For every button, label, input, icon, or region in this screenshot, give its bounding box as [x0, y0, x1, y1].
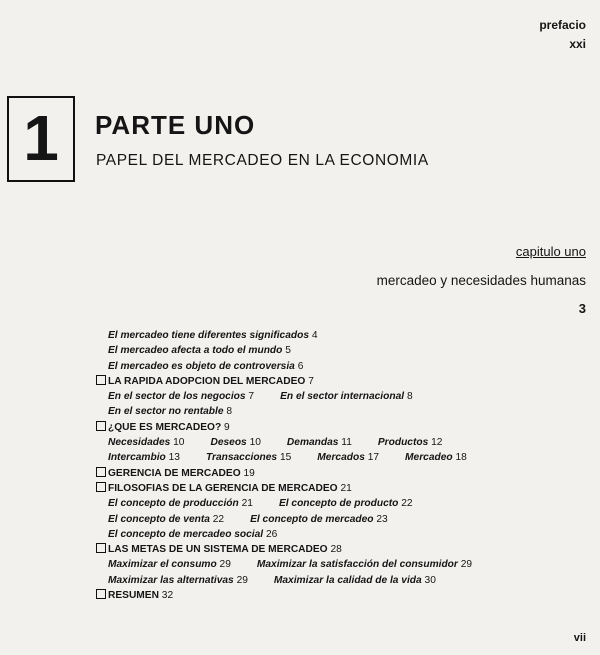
toc-entry-page: 4 [311, 330, 318, 341]
toc-entry-page: 18 [455, 452, 467, 464]
toc-entry-title: Necesidades [108, 437, 171, 449]
toc-entry-page: 30 [424, 574, 436, 586]
toc-subsection-row [96, 435, 566, 450]
toc-entry-page: 11 [341, 437, 352, 449]
toc-entry-title: LAS METAS DE UN SISTEMA DE MERCADEO [108, 544, 328, 556]
toc-entry [250, 512, 388, 527]
toc-entry [279, 496, 413, 511]
toc-entry-title: El concepto de mercadeo [250, 513, 374, 525]
toc-entry-page: 17 [367, 452, 380, 464]
toc-entry-title: GERENCIA DE MERCADEO [108, 467, 241, 479]
toc-entry-page: 22 [401, 498, 413, 510]
toc-entry [108, 466, 255, 481]
toc-entry-page: 8 [226, 406, 233, 418]
running-header-label: prefacio [539, 18, 586, 32]
checkbox-square-icon [96, 467, 106, 477]
toc-section-row [96, 481, 566, 496]
page-number: vii [573, 632, 586, 644]
toc-entry-title: Maximizar las alternativas [108, 574, 234, 586]
toc-entry-title: Deseos [210, 437, 247, 449]
part-title: PARTE UNO [95, 110, 256, 140]
chapter-title: mercadeo y necesidades humanas [376, 273, 586, 288]
toc-entry-title: Transacciones [205, 452, 278, 464]
toc-entry [274, 573, 436, 588]
toc-entry [378, 435, 443, 450]
toc-section-row [96, 466, 566, 481]
toc-entry-title: ¿QUE ES MERCADEO? [108, 421, 222, 433]
checkbox-square-icon [96, 589, 106, 599]
toc-entry-page: 10 [173, 437, 185, 449]
toc-entry-page: 15 [279, 452, 292, 464]
toc-section-row [96, 588, 566, 603]
toc-subsection-row [96, 389, 566, 404]
toc-subsection-row [96, 557, 566, 572]
toc-subsection-row [96, 359, 566, 374]
toc-entry-page: 13 [168, 452, 180, 464]
toc-entry [108, 481, 352, 496]
toc-entry-page: 19 [243, 467, 255, 479]
toc-entry-title: El mercadeo afecta a todo el mundo [108, 345, 283, 357]
checkbox-square-icon [96, 543, 106, 553]
toc-entry-page: 9 [224, 421, 230, 433]
toc-subsection-row [96, 328, 566, 343]
toc-entry [108, 512, 224, 527]
toc-entry [317, 450, 379, 465]
toc-entry-page: 5 [285, 345, 291, 357]
table-of-contents [96, 328, 566, 603]
toc-subsection-row [96, 343, 566, 358]
toc-entry-title: FILOSOFIAS DE LA GERENCIA DE MERCADEO [108, 482, 338, 494]
toc-entry-page: 8 [406, 391, 413, 403]
part-number-box [7, 96, 75, 182]
toc-entry [210, 435, 260, 450]
part-subtitle: PAPEL DEL MERCADEO EN LA ECONOMIA [96, 152, 429, 169]
toc-entry-title: En el sector no rentable [108, 406, 224, 418]
toc-entry [108, 542, 342, 557]
toc-entry-page: 12 [431, 437, 443, 449]
toc-entry-page: 10 [249, 437, 261, 449]
toc-entry-title: Mercados [317, 452, 365, 464]
toc-entry-page: 29 [219, 559, 231, 571]
toc-subsection-row [96, 573, 566, 588]
toc-section-row [96, 374, 566, 389]
toc-entry-page: 7 [308, 375, 314, 387]
toc-entry-title: Maximizar la satisfacción del consumidor [256, 559, 458, 571]
toc-entry [108, 435, 184, 450]
toc-entry [108, 527, 277, 542]
checkbox-square-icon [96, 421, 106, 431]
toc-entry-title: LA RAPIDA ADOPCION DEL MERCADEO [108, 375, 306, 387]
toc-entry-page: 29 [236, 574, 248, 586]
toc-entry [257, 557, 472, 572]
toc-entry [108, 328, 318, 343]
toc-section-row [96, 542, 566, 557]
toc-entry-title: El concepto de venta [108, 513, 210, 525]
toc-entry [405, 450, 467, 465]
toc-entry [108, 374, 314, 389]
toc-entry-page: 23 [376, 513, 388, 525]
toc-entry-page: 21 [340, 482, 352, 494]
toc-subsection-row [96, 404, 566, 419]
toc-entry [206, 450, 291, 465]
toc-entry-page: 22 [212, 513, 225, 525]
toc-entry [108, 404, 232, 419]
toc-entry [108, 573, 248, 588]
toc-entry-title: Demandas [286, 437, 339, 449]
toc-entry-page: 28 [330, 544, 342, 556]
chapter-page-number: 3 [578, 301, 586, 316]
toc-entry-title: Maximizar el consumo [108, 559, 217, 571]
toc-entry-title: El concepto de producto [278, 498, 399, 510]
toc-subsection-row [96, 450, 566, 465]
chapter-label: capitulo uno [515, 244, 586, 259]
checkbox-square-icon [96, 482, 106, 492]
toc-entry-page: 21 [241, 498, 253, 510]
toc-entry-title: Productos [377, 437, 429, 449]
checkbox-square-icon [96, 375, 106, 385]
toc-entry [108, 420, 230, 435]
toc-entry [108, 450, 180, 465]
toc-entry-title: Intercambio [108, 452, 166, 464]
toc-subsection-row [96, 527, 566, 542]
toc-subsection-row [96, 512, 566, 527]
toc-entry [108, 389, 254, 404]
toc-entry-page: 32 [161, 590, 174, 602]
toc-entry-title: En el sector internacional [280, 391, 405, 403]
toc-entry [287, 435, 352, 450]
toc-entry-title: Mercadeo [405, 452, 453, 464]
toc-section-row [96, 420, 566, 435]
toc-entry-page: 29 [460, 559, 473, 571]
toc-entry [108, 343, 291, 358]
toc-entry [108, 588, 173, 603]
toc-entry [108, 496, 253, 511]
toc-entry-title: En el sector de los negocios [108, 391, 246, 403]
toc-subsection-row [96, 496, 566, 511]
running-header-page: xxi [569, 37, 586, 51]
toc-entry-title: El mercadeo tiene diferentes significados [108, 330, 309, 341]
toc-entry [108, 359, 303, 374]
toc-entry [280, 389, 413, 404]
toc-entry-title: El concepto de mercadeo social [108, 528, 264, 540]
toc-entry-page: 26 [265, 528, 278, 540]
toc-entry-title: RESUMEN [108, 590, 159, 602]
toc-entry-title: El concepto de producción [108, 498, 239, 510]
part-number: 1 [23, 102, 59, 174]
toc-entry-title: El mercadeo es objeto de controversia [108, 360, 295, 372]
toc-entry-page: 6 [297, 360, 304, 372]
toc-entry-page: 7 [248, 391, 255, 403]
toc-entry-title: Maximizar la calidad de la vida [273, 574, 422, 586]
toc-entry [108, 557, 231, 572]
